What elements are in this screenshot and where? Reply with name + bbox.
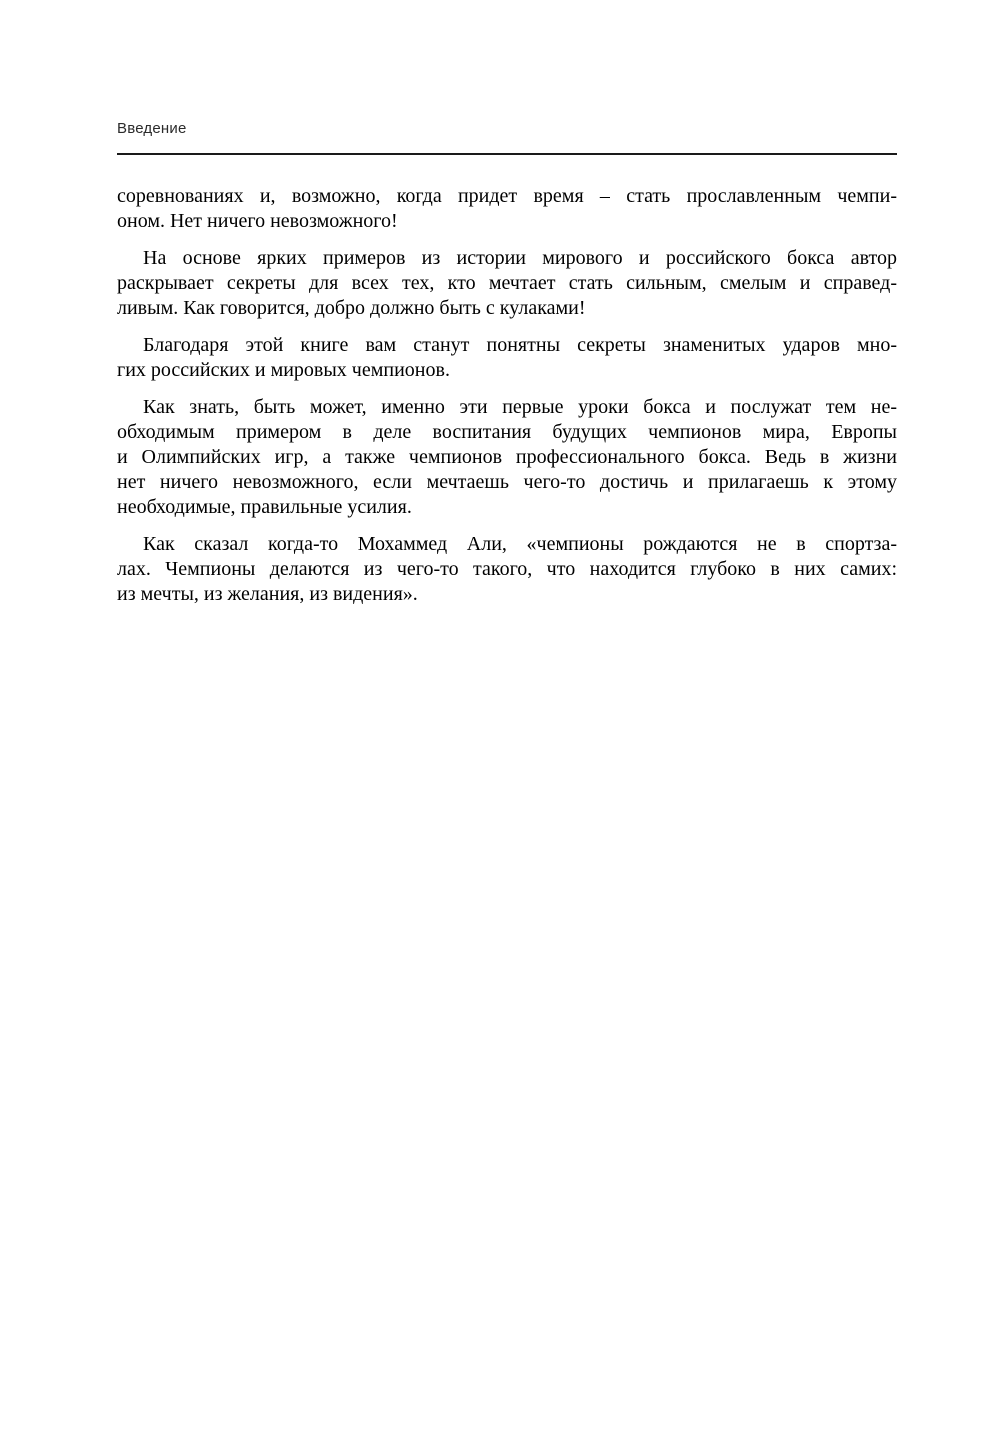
text-line: Как сказал когда-то Мохаммед Али, «чемпионы рождаются не в спортза- bbox=[143, 533, 897, 555]
text-line: оном. Нет ничего невозможного! bbox=[117, 210, 398, 232]
text-line: и Олимпийских игр, а также чемпионов профессионального бокса. Ведь в жизни bbox=[117, 446, 897, 468]
text-line: На основе ярких примеров из истории мирового и российского бокса автор bbox=[143, 247, 897, 269]
text-line: из мечты, из желания, из видения». bbox=[117, 583, 418, 605]
paragraph bbox=[117, 395, 897, 520]
text-line: обходимым примером в деле воспитания будущих чемпионов мира, Европы bbox=[117, 421, 897, 443]
paragraph bbox=[117, 184, 897, 234]
running-header bbox=[117, 120, 897, 155]
text-line: раскрывает секреты для всех тех, кто мечтает стать сильным, смелым и справед- bbox=[117, 272, 897, 294]
paragraph bbox=[117, 532, 897, 607]
running-header-title: Введение bbox=[117, 120, 187, 137]
page-body bbox=[117, 184, 897, 619]
text-line: соревнованиях и, возможно, когда придет время – стать прославленным чемпи- bbox=[117, 185, 897, 207]
paragraph bbox=[117, 246, 897, 321]
text-line: необходимые, правильные усилия. bbox=[117, 496, 412, 518]
header-rule bbox=[117, 153, 897, 155]
text-line: нет ничего невозможного, если мечтаешь чего-то достичь и прилагаешь к этому bbox=[117, 471, 897, 493]
text-line: гих российских и мировых чемпионов. bbox=[117, 359, 450, 381]
paragraph bbox=[117, 333, 897, 383]
text-line: Как знать, быть может, именно эти первые уроки бокса и послужат тем не- bbox=[143, 396, 897, 418]
text-line: Благодаря этой книге вам станут понятны секреты знаменитых ударов мно- bbox=[143, 334, 897, 356]
text-line: лах. Чемпионы делаются из чего-то такого, что находится глубоко в них самих: bbox=[117, 558, 897, 580]
text-line: ливым. Как говорится, добро должно быть с кулаками! bbox=[117, 297, 586, 319]
